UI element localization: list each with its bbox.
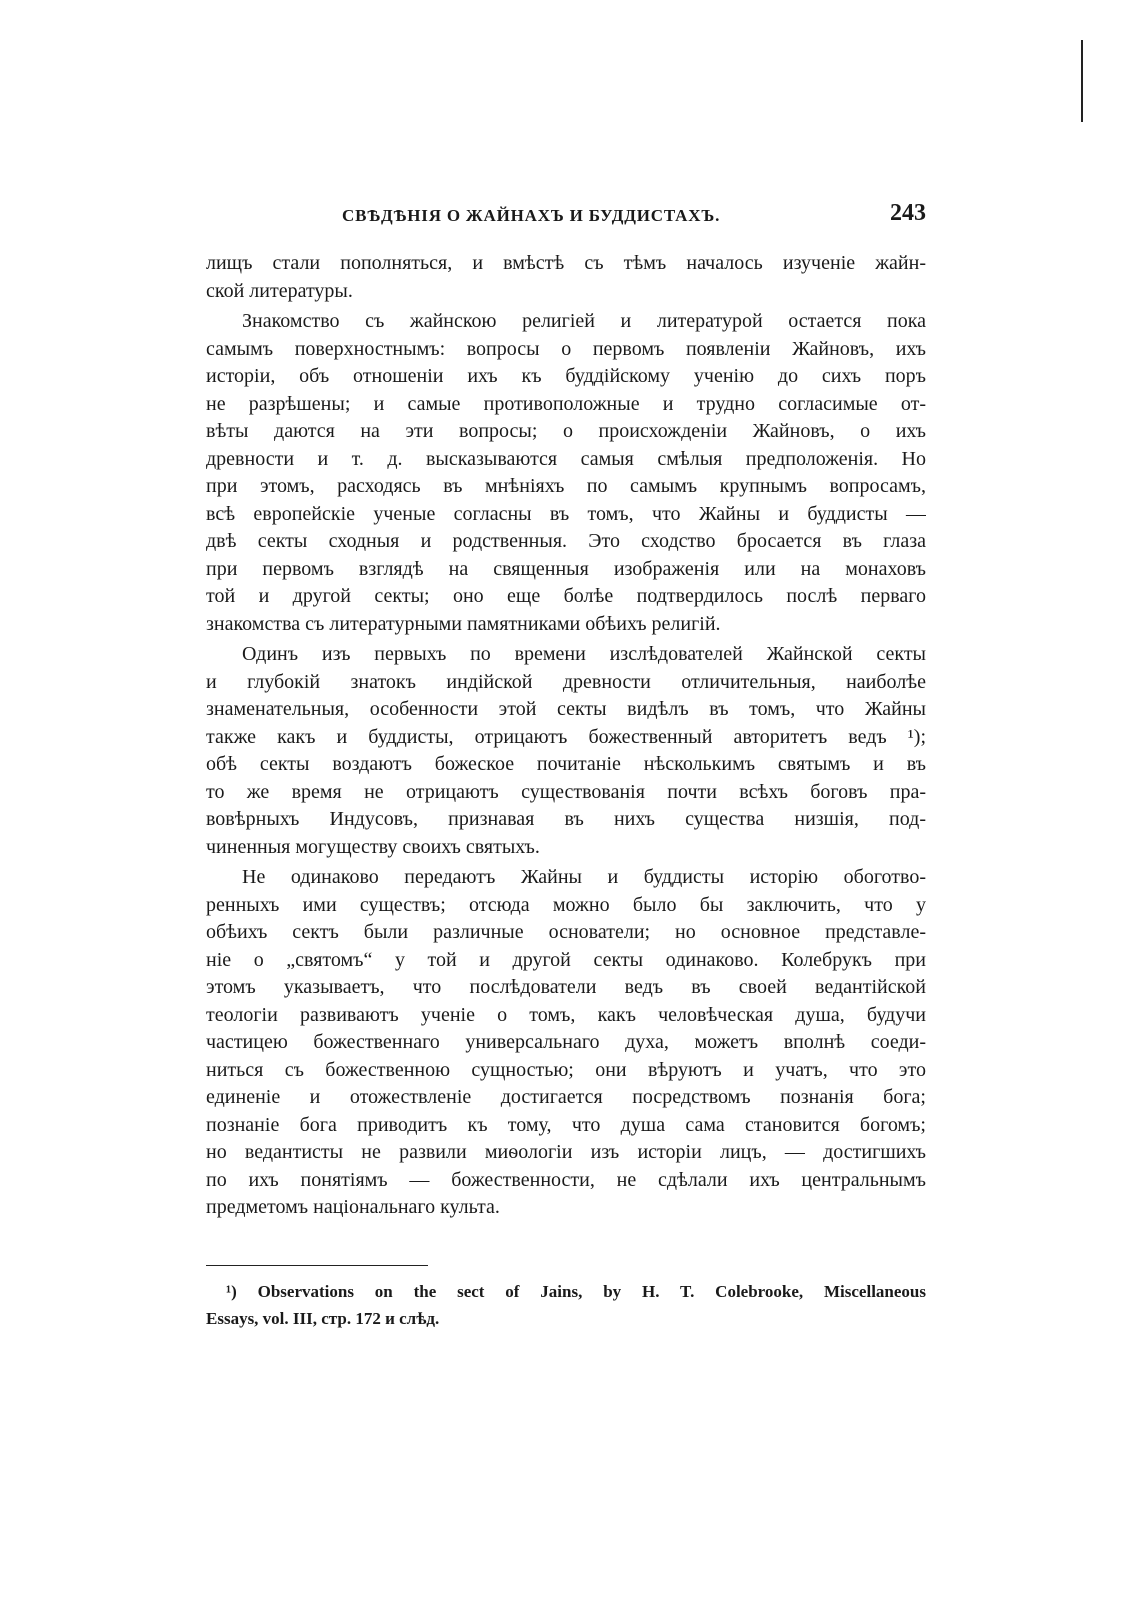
page-edge-mark [1081, 40, 1083, 122]
paragraph [206, 864, 926, 1222]
text-line: Не одинаково передаютъ Жайны и буддисты исторію обоготво- [242, 866, 926, 888]
text-line: древности и т. д. высказываются самыя смѣлыя предположенія. Но [206, 447, 926, 470]
paragraph [206, 250, 926, 305]
text-line: ниться съ божественною сущностью; они вѣруютъ и учатъ, что это [206, 1058, 926, 1081]
footnote-line: Essays, vol. III, стр. 172 и слѣд. [206, 1309, 440, 1328]
paragraph [206, 308, 926, 638]
text-line: познаніе бога приводитъ къ тому, что душа сама становится богомъ; [206, 1113, 926, 1136]
text-line: единеніе и отожествленіе достигается посредствомъ познанія бога; [206, 1086, 926, 1108]
paragraph [206, 641, 926, 861]
text-line: той и другой секты; оно еще болѣе подтвердилось послѣ перваго [206, 585, 926, 607]
text-line: всѣ европейскіе ученые согласны въ томъ, что Жайны и буддисты — [206, 502, 926, 525]
text-line: ніе о „святомъ“ у той и другой секты одинаково. Колебрукъ при [206, 948, 926, 971]
text-line: частицею божественнаго универсальнаго духа, можетъ вполнѣ соеди- [206, 1031, 926, 1053]
text-line: знаменательныя, особенности этой секты видѣлъ въ томъ, что Жайны [206, 698, 926, 720]
text-line: вовѣрныхъ Индусовъ, признавая въ нихъ существа низшія, под- [206, 808, 926, 830]
footnote [206, 1278, 926, 1332]
text-line: также какъ и буддисты, отрицаютъ божественный авторитетъ ведъ ¹); [206, 725, 926, 748]
text-line: предметомъ національнаго культа. [206, 1196, 500, 1218]
text-line: обѣихъ сектъ были различные основатели; но основное представле- [206, 921, 926, 943]
page-header [206, 200, 926, 230]
text-line: то же время не отрицаютъ существованія почти всѣхъ боговъ пра- [206, 780, 926, 803]
footnote-rule [206, 1265, 428, 1266]
text-line: чиненныя могуществу своихъ святыхъ. [206, 835, 540, 858]
page-number: 243 [890, 200, 926, 226]
text-line: Одинъ изъ первыхъ по времени изслѣдователей Жайнской секты [242, 643, 926, 665]
text-line: ренныхъ ими существъ; отсюда можно было бы заключить, что у [206, 893, 926, 916]
running-title: СВѢДѢНІЯ О ЖАЙНАХЪ И БУДДИСТАХЪ. [342, 206, 721, 225]
text-line: этомъ указываетъ, что послѣдователи ведъ въ своей ведантійской [206, 976, 926, 998]
text-line: самымъ поверхностнымъ: вопросы о первомъ появленіи Жайновъ, ихъ [206, 337, 926, 360]
text-line: исторіи, объ отношеніи ихъ къ буддійскому ученію до сихъ поръ [206, 365, 926, 387]
text-line: и глубокій знатокъ индійской древности отличительныя, наиболѣе [206, 670, 926, 693]
text-line: теологіи развиваютъ ученіе о томъ, какъ человѣческая душа, будучи [206, 1003, 926, 1026]
text-line: двѣ секты сходныя и родственныя. Это сходство бросается въ глаза [206, 530, 926, 552]
text-line: по ихъ понятіямъ — божественности, не сдѣлали ихъ центральнымъ [206, 1168, 926, 1191]
text-line: обѣ секты воздаютъ божеское почитаніе нѣсколькимъ святымъ и въ [206, 753, 926, 775]
footnote-line: ¹) Observations on the sect of Jains, by H. T. Colebrooke, Miscellaneous [226, 1282, 926, 1301]
text-line: не разрѣшены; и самые противоположные и трудно согласимые от- [206, 392, 926, 415]
text-line: при первомъ взглядѣ на священныя изображенія или на монаховъ [206, 557, 926, 580]
text-line: Знакомство съ жайнскою религіей и литературой остается пока [242, 310, 926, 332]
text-line: лищъ стали пополняться, и вмѣстѣ съ тѣмъ началось изученіе жайн- [206, 252, 926, 274]
text-line: при этомъ, расходясь въ мнѣніяхъ по самымъ крупнымъ вопросамъ, [206, 475, 926, 497]
body-text [206, 250, 926, 1222]
text-line: знакомства съ литературными памятниками обѣихъ религій. [206, 612, 721, 635]
text-line: вѣты даются на эти вопросы; о происхожденіи Жайновъ, о ихъ [206, 420, 926, 442]
text-line: но ведантисты не развили миѳологіи изъ исторіи лицъ, — достигшихъ [206, 1141, 926, 1163]
text-line: ской литературы. [206, 279, 353, 302]
